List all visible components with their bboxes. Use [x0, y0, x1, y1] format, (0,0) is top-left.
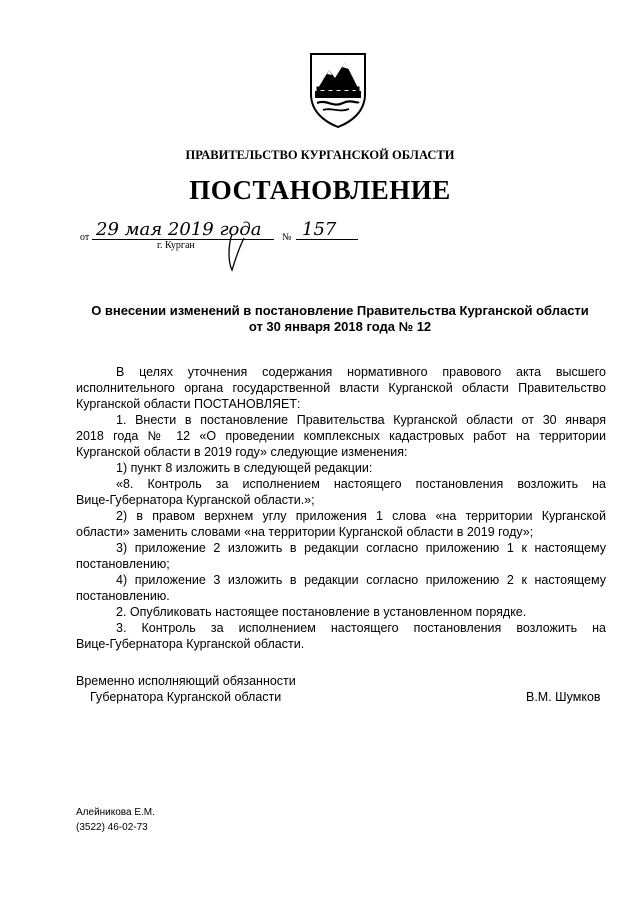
body-line: «8. Контроль за исполнением настоящего постановления возложить на [116, 477, 606, 491]
document-type-heading: ПОСТАНОВЛЕНИЕ [189, 175, 451, 205]
body-line: постановлению. [76, 589, 170, 603]
number-prefix: № [282, 232, 292, 243]
body-line: 2) в правом верхнем углу приложения 1 слова «на территории Курганской [116, 509, 606, 523]
signatory-position-line2: Губернатора Курганской области [90, 690, 282, 704]
body-line: 1) пункт 8 изложить в следующей редакции: [116, 461, 373, 475]
date-prefix: от [80, 232, 90, 243]
resolution-title [60, 303, 620, 335]
government-name: ПРАВИТЕЛЬСТВО КУРГАНСКОЙ ОБЛАСТИ [185, 148, 455, 162]
date-handwritten: 29 мая 2019 года [96, 219, 262, 240]
executor-phone: (3522) 46-02-73 [76, 822, 148, 833]
title-line: О внесении изменений в постановление Правительства Курганской области [91, 303, 589, 318]
body-line: Вице-Губернатора Курганской области.»; [76, 493, 315, 507]
body-line: исполнительного органа государственной власти Курганской области Правительство [76, 381, 606, 395]
coat-of-arms-icon [303, 50, 373, 130]
body-line: 2018 года № 12 «О проведении комплексных кадастровых работ на территории [76, 429, 606, 443]
signatory-position-line1: Временно исполняющий обязанности [76, 674, 296, 688]
body-line: Курганской области ПОСТАНОВЛЯЕТ: [76, 397, 301, 411]
city-label: г. Курган [157, 240, 195, 251]
body-line: 4) приложение 3 изложить в редакции согласно приложению 2 к настоящему [116, 573, 606, 587]
body-line: Курганской области в 2019 году» следующие изменения: [76, 445, 408, 459]
signatory-name: В.М. Шумков [526, 690, 601, 704]
body-line: постановлению; [76, 557, 170, 571]
body-line: В целях уточнения содержания нормативного правового акта высшего [116, 365, 606, 379]
body-line: 3. Контроль за исполнением настоящего постановления возложить на [116, 621, 606, 635]
body-line: 3) приложение 2 изложить в редакции согласно приложению 1 к настоящему [116, 541, 606, 555]
body-line: области» заменить словами «на территории Курганской области в 2019 году»; [76, 525, 534, 539]
title-line: от 30 января 2018 года № 12 [248, 319, 432, 334]
executor-name: Алейникова Е.М. [76, 807, 155, 818]
handwritten-signature-mark-icon [222, 232, 252, 274]
body-line: 2. Опубликовать настоящее постановление в установленном порядке. [116, 605, 527, 619]
body-line: Вице-Губернатора Курганской области. [76, 637, 305, 651]
number-handwritten: 157 [302, 219, 337, 240]
body-line: 1. Внести в постановление Правительства Курганской области от 30 января [116, 413, 606, 427]
